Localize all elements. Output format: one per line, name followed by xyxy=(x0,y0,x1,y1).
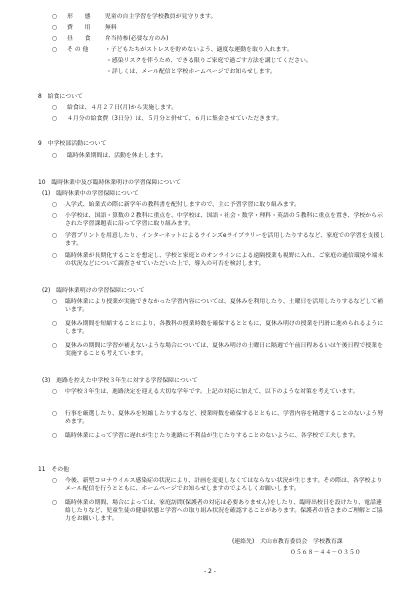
bullet-mark: ○ xyxy=(52,299,58,305)
attendance-extra-line: ・詳しくは、メール配信と学校ホームページでお知らせします。 xyxy=(106,69,276,75)
bullet-mark: ○ xyxy=(52,433,58,439)
bullet-mark: ○ xyxy=(52,500,58,506)
item-text: 夏休み期間を短縮することにより、各教科の授業時数を確保するとともに、夏休み明けの授業を円滑に進められるようにします。 xyxy=(65,321,384,336)
bullet-mark: ○ xyxy=(52,389,58,395)
item-label: 昼 食 xyxy=(67,36,91,42)
item-text: 今後、新型コロナウイルス感染症の状況により、計画を変更しなくてはならない状況が生じます。その際は、各学校よりメール配信を行うとともに、ホームページでお知らせしますのでよろしくお願いします。 xyxy=(65,478,383,493)
list-item xyxy=(52,410,386,426)
bullet-mark: ○ xyxy=(52,321,58,327)
attendance-item xyxy=(52,46,293,54)
list-item xyxy=(52,104,177,112)
bullet-mark: ○ xyxy=(52,105,58,111)
bullet-mark: ○ xyxy=(52,14,58,20)
section-heading: 9 中学校部活動について xyxy=(38,141,107,147)
subsection-heading: (3) 進路を控えた中学校３年生に対する学習保障について xyxy=(42,378,198,384)
attendance-item xyxy=(52,13,216,21)
list-item xyxy=(52,252,386,268)
subsection-heading: (1) 臨時休業中の学習保障について xyxy=(42,191,139,197)
list-item xyxy=(52,232,386,248)
item-text: 臨時休業によって学習に遅れが生じたり進路に不利益が生じたりすることのないように、各学校で工夫します。 xyxy=(65,433,360,439)
list-item xyxy=(52,342,386,358)
item-text: 弁当持参(必要な方のみ) xyxy=(104,36,169,42)
item-text: 臨時休業により授業が実施できなかった学習内容については、夏休みを利用したり、土曜日を活用したりするなどして補います。 xyxy=(65,299,383,314)
bullet-mark: ○ xyxy=(52,343,58,349)
item-label: 費 用 xyxy=(67,25,91,31)
item-label: 形 態 xyxy=(67,14,91,20)
bullet-mark: ○ xyxy=(52,411,58,417)
attendance-item xyxy=(52,24,117,32)
bullet-mark: ○ xyxy=(52,25,58,31)
contact-phone: ０５６８－４４－０３５０ xyxy=(290,550,361,556)
bullet-mark: ○ xyxy=(52,36,58,42)
item-text: 無料 xyxy=(104,25,117,31)
section-heading: 10 臨時休業中及び臨時休業明けの学習保障について xyxy=(38,180,181,186)
list-item xyxy=(52,298,386,314)
list-item xyxy=(52,477,386,493)
contact-org: (連絡先) 犬山市教育委員会 学校教育課 xyxy=(232,539,343,545)
item-text: 入学式、始業式の際に新学年の教科書を配付しますので、主に予習学習に取り組みます。 xyxy=(65,202,301,208)
list-item xyxy=(52,499,386,523)
item-text: 給食は、４月２７日(月)から実施します。 xyxy=(67,105,178,111)
list-item xyxy=(52,320,386,336)
section-heading: 11 その他 xyxy=(38,467,70,473)
item-text: 行事を厳選したり、夏休みを短縮したりするなど、授業時数を確保するとともに、学習内容を精選することのないよう努めます。 xyxy=(65,411,384,426)
item-text: 小学校は、国語・算数の２教科に重点を、中学校は、国語・社会・数学・理科・英語の５教科に重点を置き、学校から示された学習課題表に沿って学習に取り組みます。 xyxy=(65,213,383,228)
bullet-mark: ○ xyxy=(52,253,58,259)
list-item xyxy=(52,432,386,440)
list-item xyxy=(52,212,386,228)
item-text: 学習プリントを用意したり、インターネットによるラインズeライブラリーを活用したりするなど、家庭での学習を支援します。 xyxy=(65,233,386,248)
attendance-item xyxy=(52,35,168,43)
item-text: 夏休みの期間に学習が補えないような場合については、夏休み明けの土曜日に隔週で午前日程あるいは午後日程で授業を実施することも考えています。 xyxy=(65,343,383,358)
section-heading: 8 給食について xyxy=(38,94,83,100)
bullet-mark: ○ xyxy=(52,202,58,208)
bullet-mark: ○ xyxy=(52,478,58,484)
page-number: - 2 - xyxy=(204,569,216,575)
bullet-mark: ○ xyxy=(52,47,58,53)
subsection-heading: (2) 臨時休業明けの学習保障について xyxy=(42,288,145,294)
item-text: 臨時休業の期間、場合によっては、家庭訪問(保護者の対応は必要ありません)をしたり、臨時出校日を設けたり、電話連絡したりなど、児童生徒の健康状態と学習への取り組み状況を確認することがあります。保護者の皆さまのご理解とご協力をお願いします。 xyxy=(65,500,383,523)
item-label: そ の 他 xyxy=(67,47,89,53)
list-item xyxy=(52,201,386,209)
item-text: 中学校３年生は、進路決定を迎える大切な学年です。上記の対応に加えて、以下のような対策を考えています。 xyxy=(65,389,359,395)
list-item xyxy=(52,115,282,123)
item-text: ・子どもたちがストレスを貯めないよう、適度な運動を取り入れます。 xyxy=(104,47,293,53)
bullet-mark: ○ xyxy=(52,233,58,239)
list-item xyxy=(52,152,167,160)
item-text: ４月分の給食費（3日分）は、５月分と併せて、６月に集金させていただきます。 xyxy=(67,116,283,122)
item-text: 臨時休業期間は、活動を休止します。 xyxy=(67,153,167,159)
bullet-mark: ○ xyxy=(52,153,58,159)
item-text: 児童の自主学習を学校教員が見守ります。 xyxy=(104,14,217,20)
bullet-mark: ○ xyxy=(52,213,58,219)
item-text: 臨時休業が長期化することを想定し、学校と家庭とのオンラインによる遠隔授業も視野に入れ、ご家庭の通信環境や端末の状況などについて調査させていただいた上で、導入の可否を検討します。 xyxy=(65,253,384,268)
list-item xyxy=(52,388,386,396)
bullet-mark: ○ xyxy=(52,116,58,122)
attendance-extra-line: ・感染リスクを伴うため、できる限りご家庭で過ごす方法を講じてください。 xyxy=(106,58,312,64)
